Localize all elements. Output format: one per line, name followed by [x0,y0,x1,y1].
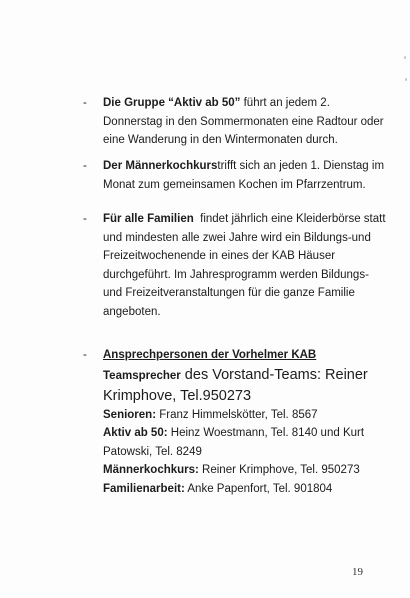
contact-text: Anke Papenfort, Tel. 901804 [184,482,333,495]
contact-label: Senioren: [103,408,157,421]
list-item-text [103,157,388,194]
list-item-body: führt an jedem 2. Donnerstag in den Sommermonaten eine Radtour oder eine Wanderung in den Wintermonaten durch. [103,97,384,146]
scan-speck [404,56,406,59]
list-dash: - [83,97,87,109]
contact-label: Männerkochkurs: [103,464,199,476]
contact-line-familienarbeit [103,480,388,499]
list-item-bold-lead: Der Männerkochkurs [103,160,218,172]
contacts-body [103,346,388,498]
team-speaker-label: Teamsprecher [103,369,181,382]
list-item-bold-lead: Die Gruppe “Aktiv ab 50” [103,97,241,109]
team-speaker-line [103,365,388,406]
list-dash: - [83,349,87,361]
list-dash: - [83,213,87,225]
contact-line-senioren [103,406,388,425]
contact-line-aktiv-ab-50 [103,424,388,461]
contact-label: Familienarbeit: [103,482,185,495]
contact-text: Franz Himmelskötter, Tel. 8567 [156,408,318,421]
list-dash: - [83,160,87,172]
contact-line-maennerkochkurs [103,461,388,480]
contacts-heading: Ansprechpersonen der Vorhelmer KAB [103,349,317,361]
scan-speck [405,78,407,81]
list-item-body: trifft sich an jeden 1. Dienstag im Monat zum gemeinsamen Kochen im Pfarrzentrum. [103,160,385,191]
list-item-text [103,210,388,321]
team-speaker-text: des Vorstand-Teams: Reiner Krimphove, Tel.950273 [103,366,368,404]
list-item-bold-lead: Für alle Familien [103,213,194,225]
list-item-body: findet jährlich eine Kleiderbörse statt und mindesten alle zwei Jahre wird ein Bildungs-und Freizeitwochenende in eines der KAB Häuser durchgeführt. Im Jahresprogramm werden Bildungs- und Freizeitveranstaltungen für die ganze Familie angeboten. [103,213,389,318]
page-number: 19 [352,566,363,578]
contact-label: Aktiv ab 50: [103,427,168,439]
contact-text: Reiner Krimphove, Tel. 950273 [198,464,360,476]
contact-text: Heinz Woestmann, Tel. 8140 und Kurt Patowski, Tel. 8249 [103,427,365,458]
list-item-text [103,94,388,150]
